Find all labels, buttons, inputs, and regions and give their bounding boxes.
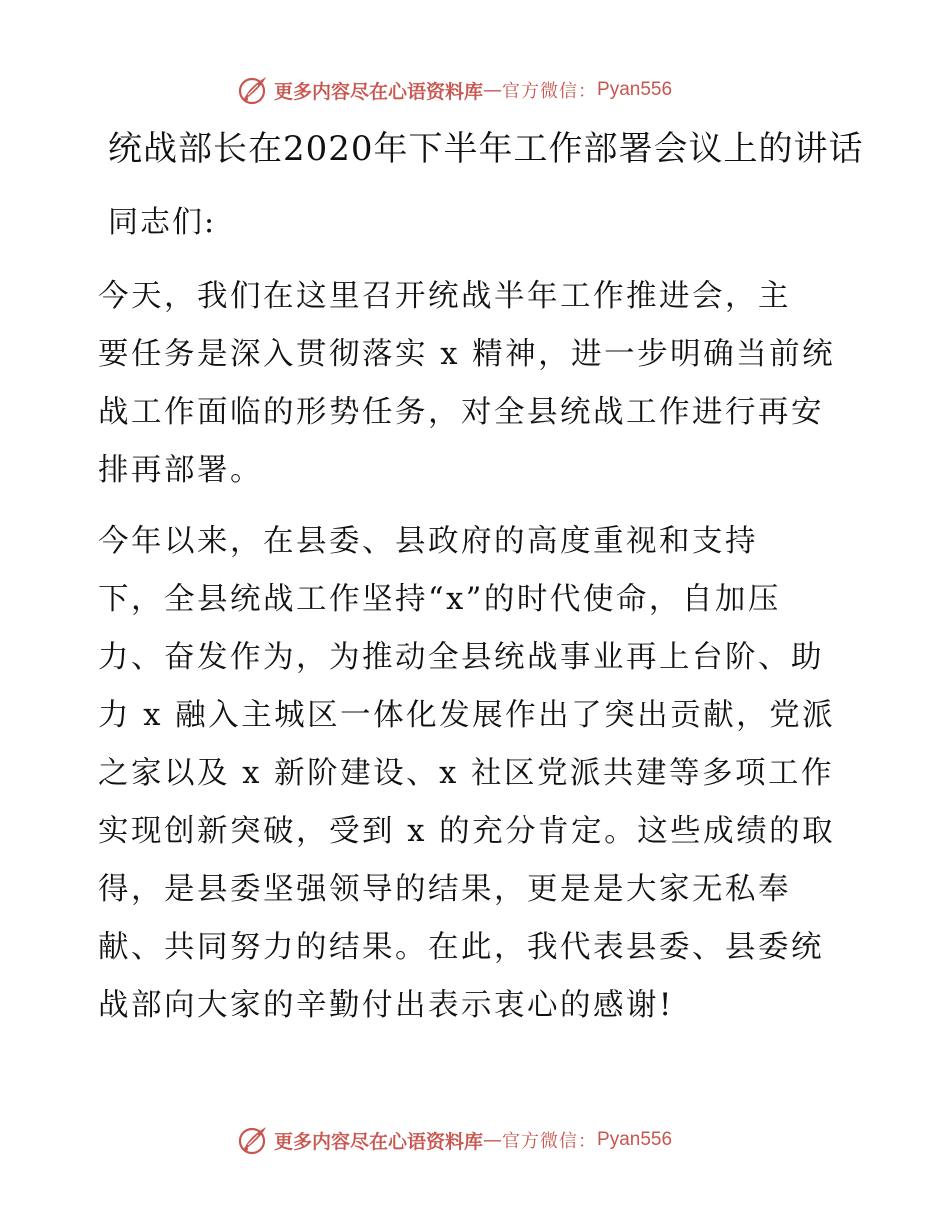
paragraph-line: 要任务是深入贯彻落实 x 精神，进一步明确当前统 <box>98 337 836 372</box>
paragraph-line: 今年以来，在县委、县政府的高度重视和支持 <box>98 524 758 559</box>
paragraph-line: 战部向大家的辛勤付出表示衷心的感谢! <box>98 988 674 1023</box>
watermark-wechat-id: Pyan556 <box>597 1129 673 1150</box>
paragraph-line: 排再部署。 <box>98 453 263 488</box>
paragraph-line: 实现创新突破，受到 x 的充分肯定。这些成绩的取 <box>98 814 836 849</box>
watermark-main-text: 更多内容尽在心语资料库 <box>274 1130 484 1153</box>
quill-logo-icon <box>236 73 270 107</box>
paragraph-line: 今天，我们在这里召开统战半年工作推进会，主 <box>98 279 791 314</box>
greeting: 同志们: <box>108 205 217 240</box>
paragraph-2 <box>98 513 858 1035</box>
paragraph-line: 献、共同努力的结果。在此，我代表县委、县委统 <box>98 930 824 965</box>
paragraph-line: 之家以及 x 新阶建设、x 社区党派共建等多项工作 <box>98 756 834 791</box>
watermark-main-text: 更多内容尽在心语资料库 <box>274 80 484 103</box>
watermark-dash: — <box>483 79 503 101</box>
paragraph-line: 力、奋发作为，为推动全县统战事业再上台阶、助 <box>98 640 824 675</box>
watermark-wechat-id: Pyan556 <box>597 79 673 100</box>
paragraph-line: 战工作面临的形势任务，对全县统战工作进行再安 <box>98 395 824 430</box>
watermark-secondary-text: 官方微信： <box>502 1131 598 1152</box>
paragraph-line: 下，全县统战工作坚持“x”的时代使命，自加压 <box>98 582 781 617</box>
paragraph-line: 得，是县委坚强领导的结果，更是是大家无私奉 <box>98 872 791 907</box>
paragraph-line: 力 x 融入主城区一体化发展作出了突出贡献，党派 <box>98 698 836 733</box>
header-watermark <box>236 72 672 108</box>
quill-logo-icon <box>236 1123 270 1157</box>
footer-watermark <box>236 1122 672 1158</box>
watermark-secondary-text: 官方微信： <box>502 81 598 102</box>
paragraph-1 <box>98 268 858 500</box>
document-title: 统战部长在2020年下半年工作部署会议上的讲话 <box>108 129 864 169</box>
watermark-dash: — <box>483 1129 503 1151</box>
